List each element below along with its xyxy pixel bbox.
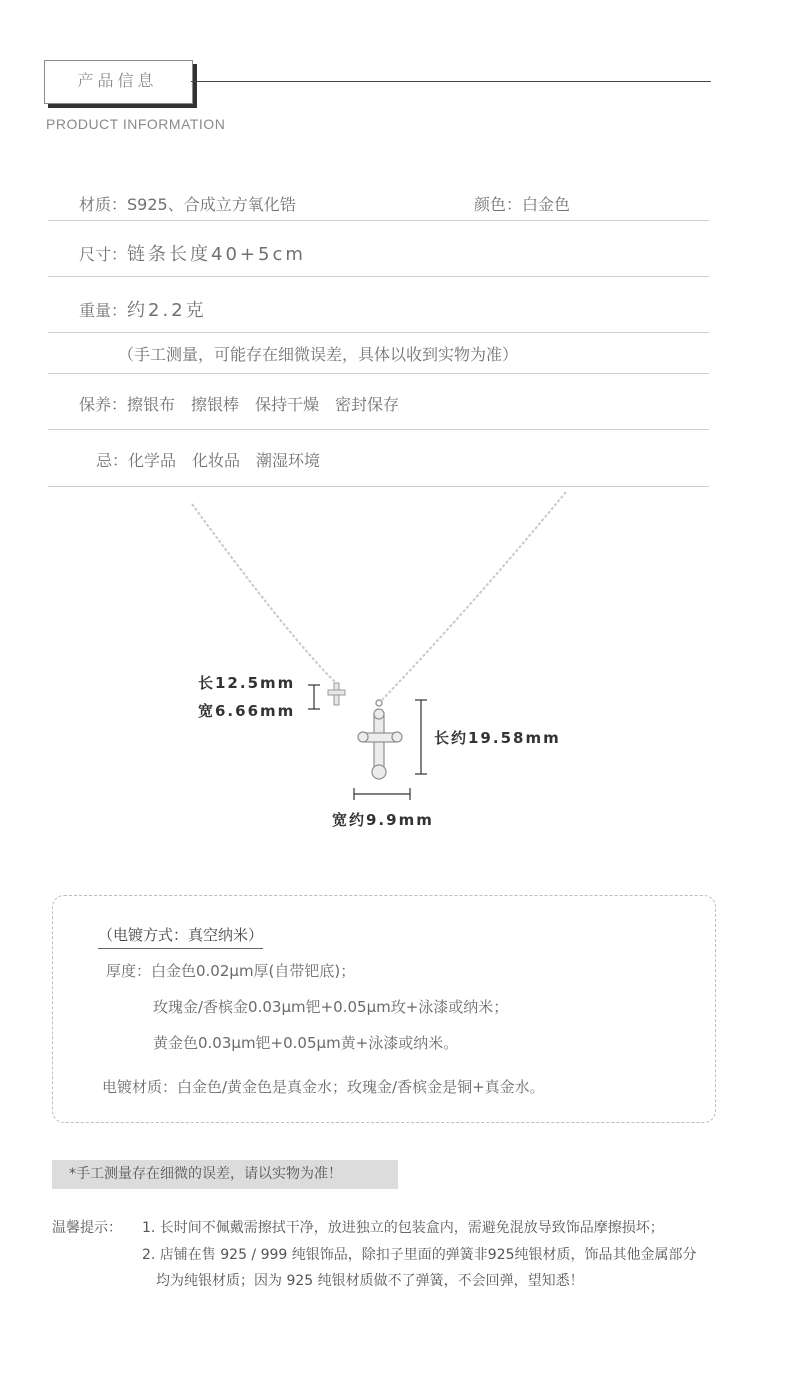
necklace-image bbox=[170, 488, 590, 808]
section-subtitle: PRODUCT INFORMATION bbox=[46, 116, 226, 132]
tips-item-2: 2. 店铺在售 925 / 999 纯银饰品，除扣子里面的弹簧非925纯银材质，饰品其他金属部分 bbox=[142, 1247, 697, 1263]
spec-size-value: 链条长度40+5cm bbox=[127, 244, 306, 265]
spec-measure-note: （手工测量，可能存在细微误差，具体以收到实物为准） bbox=[118, 345, 519, 364]
large-width-label: 宽约9.9mm bbox=[332, 811, 434, 829]
tips-item-1: 1. 长时间不佩戴需擦拭干净，放进独立的包装盒内，需避免混放导致饰品摩擦损坏； bbox=[142, 1220, 664, 1236]
spec-avoid: 忌：化学品 化妆品 潮湿环境 bbox=[96, 451, 321, 470]
tips-label: 温馨提示： bbox=[52, 1220, 122, 1236]
spec-size-label: 尺寸： bbox=[79, 245, 128, 264]
spec-size bbox=[79, 240, 306, 266]
spec-weight-label: 重量： bbox=[79, 301, 128, 320]
small-length-label: 长12.5mm bbox=[198, 674, 296, 692]
plating-thickness-1: 厚度：白金色0.02μm厚(自带钯底)； bbox=[106, 962, 356, 980]
large-cross-pendant bbox=[358, 709, 402, 779]
spec-color: 颜色：白金色 bbox=[474, 195, 571, 214]
spec-material: 材质：S925、合成立方氧化锆 bbox=[79, 195, 296, 214]
plating-title: （电镀方式：真空纳米） bbox=[98, 924, 263, 949]
spec-care: 保养：擦银布 擦银棒 保持干燥 密封保存 bbox=[79, 395, 400, 414]
section-title: 产品信息 bbox=[77, 71, 158, 90]
spec-weight bbox=[79, 296, 207, 322]
row-divider bbox=[48, 429, 709, 430]
row-divider bbox=[48, 373, 709, 374]
plating-thickness-2: 玫瑰金/香槟金0.03μm钯+0.05μm玫+泳漆或纳米； bbox=[153, 998, 509, 1016]
row-divider bbox=[48, 220, 709, 221]
measure-notice: *手工测量存在细微的误差，请以实物为准！ bbox=[52, 1160, 398, 1189]
tips-item-2-cont: 均为纯银材质；因为 925 纯银材质做不了弹簧，不会回弹，望知悉！ bbox=[156, 1273, 584, 1289]
small-cross-pendant bbox=[328, 683, 345, 705]
row-divider bbox=[48, 332, 709, 333]
row-divider bbox=[48, 486, 709, 487]
large-length-label: 长约19.58mm bbox=[434, 729, 561, 747]
plating-thickness-3: 黄金色0.03μm钯+0.05μm黄+泳漆或纳米。 bbox=[153, 1034, 459, 1052]
row-divider bbox=[48, 276, 709, 277]
spec-weight-value: 约2.2克 bbox=[127, 300, 207, 321]
plating-material: 电镀材质：白金色/黄金色是真金水；玫瑰金/香槟金是铜+真金水。 bbox=[102, 1078, 545, 1096]
header-divider bbox=[191, 81, 711, 82]
small-width-label: 宽6.66mm bbox=[198, 702, 296, 720]
